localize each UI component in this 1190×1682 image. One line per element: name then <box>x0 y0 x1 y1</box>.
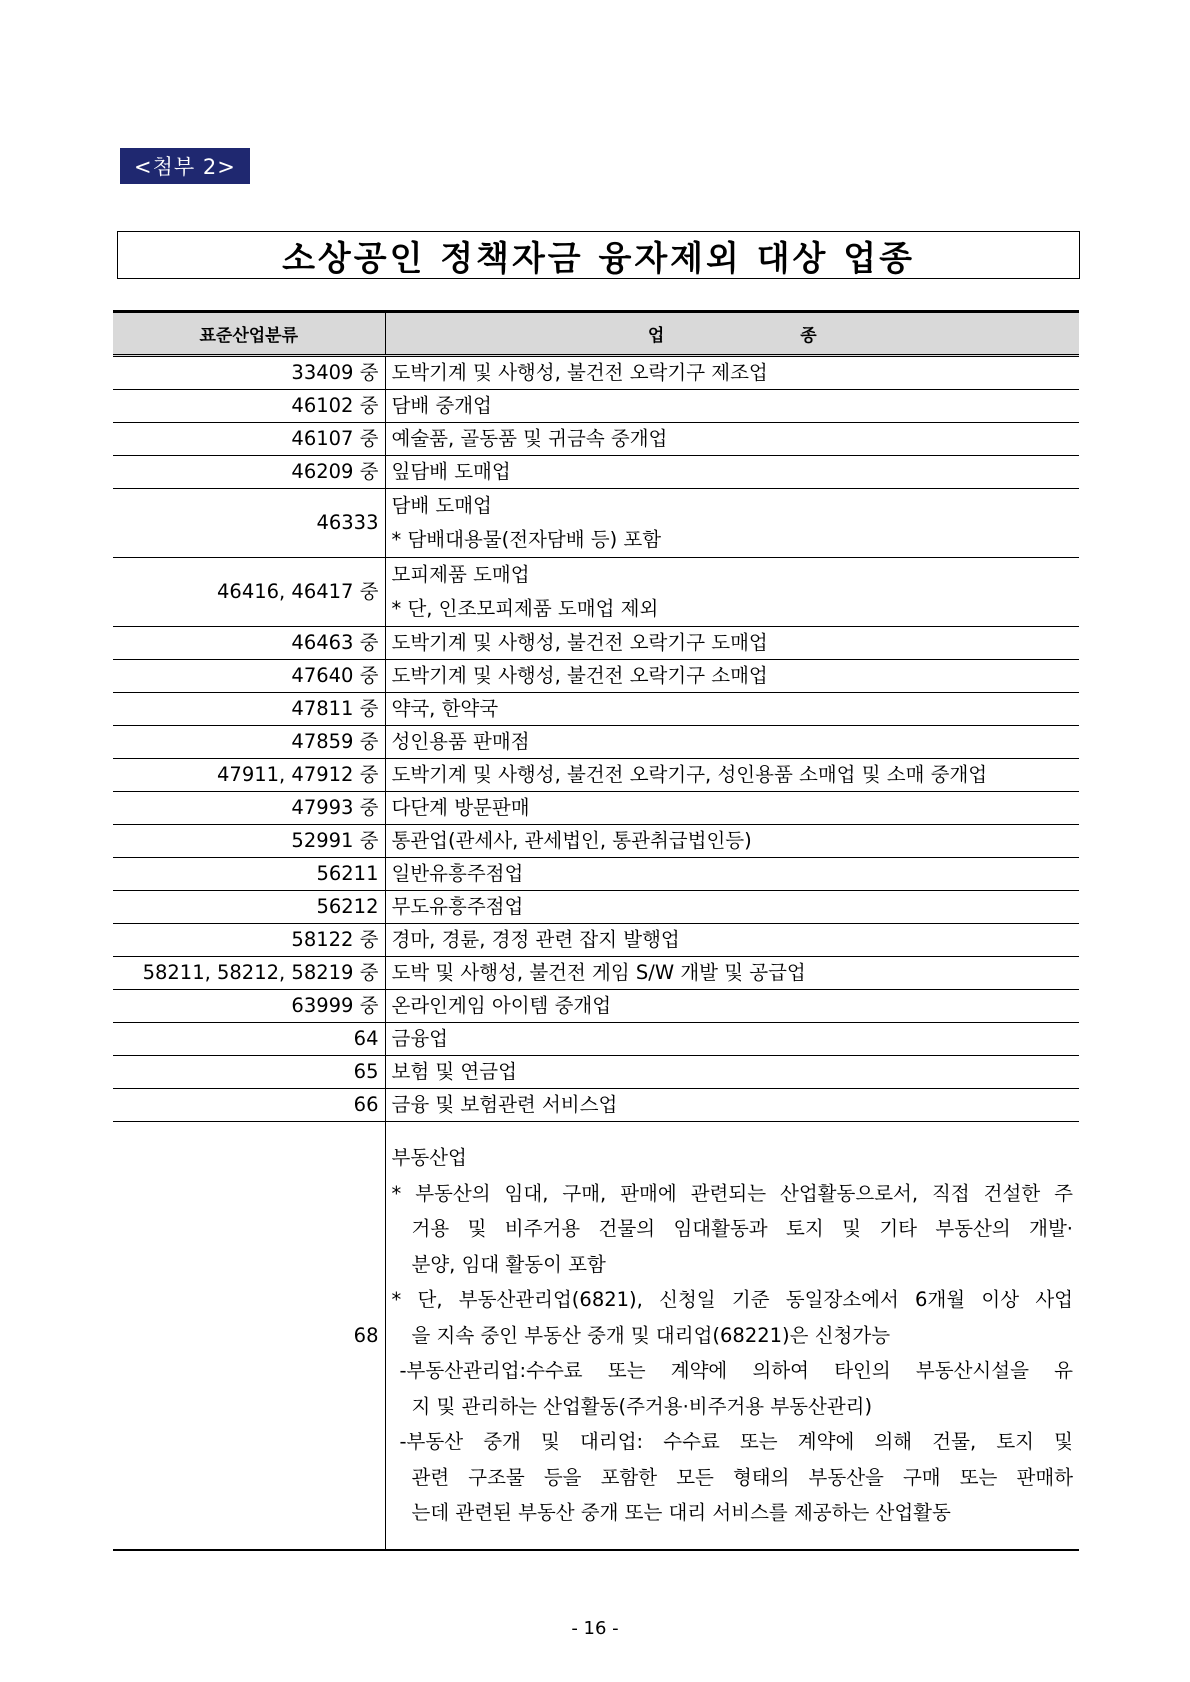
industry-description <box>385 825 1079 858</box>
industry-description <box>385 1056 1079 1089</box>
document-title-box <box>117 231 1080 279</box>
table-row <box>113 858 1079 891</box>
industry-code: 33409 중 <box>113 356 385 390</box>
industry-code: 58211, 58212, 58219 중 <box>113 957 385 990</box>
description-line: 도박 및 사행성, 불건전 게임 S/W 개발 및 공급업 <box>391 961 806 985</box>
description-line: 거용 및 비주거용 건물의 임대활동과 토지 및 기타 부동산의 개발· <box>411 1217 1073 1240</box>
table-row <box>113 957 1079 990</box>
industry-code: 66 <box>113 1089 385 1122</box>
description-line: 금융업 <box>391 1027 449 1051</box>
page-number: - 16 - <box>571 1618 619 1639</box>
industry-code: 46102 중 <box>113 390 385 423</box>
description-line: 을 지속 중인 부동산 중개 및 대리업(68221)은 신청가능 <box>411 1323 891 1347</box>
table-row <box>113 891 1079 924</box>
industry-code: 47993 중 <box>113 792 385 825</box>
table-row <box>113 990 1079 1023</box>
industry-description <box>385 627 1079 660</box>
description-line: 분양, 임대 활동이 포함 <box>411 1252 606 1276</box>
industry-description <box>385 1089 1079 1122</box>
industry-description <box>385 356 1079 390</box>
description-line: 도박기계 및 사행성, 불건전 오락기구, 성인용품 소매업 및 소매 중개업 <box>391 763 988 787</box>
excluded-industries-table <box>113 310 1079 1551</box>
industry-code: 46107 중 <box>113 423 385 456</box>
description-line: 무도유흥주점업 <box>391 895 524 919</box>
description-line: * 단, 인조모피제품 도매업 제외 <box>391 597 659 620</box>
description-line: -부동산 중개 및 대리업: 수수료 또는 계약에 의해 건물, 토지 및 <box>399 1430 1073 1453</box>
industry-code: 56211 <box>113 858 385 891</box>
table-row <box>113 423 1079 456</box>
attachment-label: <첨부 2> <box>120 148 250 184</box>
industry-code: 46209 중 <box>113 456 385 489</box>
header-industry: 업 종 <box>385 312 1079 356</box>
industry-code: 47811 중 <box>113 693 385 726</box>
table-row <box>113 792 1079 825</box>
industry-code: 58122 중 <box>113 924 385 957</box>
description-line: 담배 중개업 <box>391 394 492 418</box>
description-line: 부동산업 <box>391 1146 467 1169</box>
description-line: 일반유흥주점업 <box>391 862 524 886</box>
table-row <box>113 1056 1079 1089</box>
table-row <box>113 726 1079 759</box>
description-line: 약국, 한약국 <box>391 697 499 721</box>
table-row <box>113 489 1079 558</box>
table-row <box>113 356 1079 390</box>
description-line: * 단, 부동산관리업(6821), 신청일 기준 동일장소에서 6개월 이상 사업 <box>391 1288 1073 1311</box>
industry-code: 65 <box>113 1056 385 1089</box>
table-row <box>113 1089 1079 1122</box>
description-line: 모피제품 도매업 <box>391 563 530 586</box>
description-line: 잎담배 도매업 <box>391 460 511 484</box>
table-row <box>113 390 1079 423</box>
industry-description <box>385 489 1079 558</box>
industry-code: 46463 중 <box>113 627 385 660</box>
table-row <box>113 825 1079 858</box>
industry-description <box>385 558 1079 627</box>
description-line: 도박기계 및 사행성, 불건전 오락기구 제조업 <box>391 361 768 385</box>
description-line: 지 및 관리하는 산업활동(주거용·비주거용 부동산관리) <box>411 1394 873 1418</box>
industry-code: 52991 중 <box>113 825 385 858</box>
industry-code: 56212 <box>113 891 385 924</box>
industry-description <box>385 423 1079 456</box>
description-line: * 부동산의 임대, 구매, 판매에 관련되는 산업활동으로서, 직접 건설한 주 <box>391 1181 1073 1205</box>
table-row <box>113 693 1079 726</box>
table-row <box>113 456 1079 489</box>
description-line: 다단계 방문판매 <box>391 796 530 820</box>
description-line: 관련 구조물 등을 포함한 모든 형태의 부동산을 구매 또는 판매하 <box>411 1465 1073 1489</box>
description-line: 담배 도매업 <box>391 494 492 517</box>
industry-description <box>385 858 1079 891</box>
industry-description <box>385 660 1079 693</box>
description-line: -부동산관리업:수수료 또는 계약에 의하여 타인의 부동산시설을 유 <box>399 1359 1073 1382</box>
description-line: 보험 및 연금업 <box>391 1060 517 1084</box>
industry-code: 46333 <box>113 489 385 558</box>
industry-description <box>385 891 1079 924</box>
table-row <box>113 660 1079 693</box>
description-line: 도박기계 및 사행성, 불건전 오락기구 소매업 <box>391 664 768 688</box>
industry-description <box>385 957 1079 990</box>
description-line: 경마, 경륜, 경정 관련 잡지 발행업 <box>391 928 680 952</box>
description-line: 도박기계 및 사행성, 불건전 오락기구 도매업 <box>391 631 768 655</box>
industry-description <box>385 726 1079 759</box>
table-row <box>113 924 1079 957</box>
industry-code: 46416, 46417 중 <box>113 558 385 627</box>
industry-description <box>385 456 1079 489</box>
industry-code: 64 <box>113 1023 385 1056</box>
description-line: 통관업(관세사, 관세법인, 통관취급법인등) <box>391 829 752 853</box>
industry-code: 47640 중 <box>113 660 385 693</box>
industry-code: 47911, 47912 중 <box>113 759 385 792</box>
header-classification: 표준산업분류 <box>113 312 385 356</box>
industry-description <box>385 390 1079 423</box>
description-line: 는데 관련된 부동산 중개 또는 대리 서비스를 제공하는 산업활동 <box>411 1501 951 1524</box>
industry-description <box>385 924 1079 957</box>
document-title: 소상공인 정책자금 융자제외 대상 업종 <box>282 238 915 279</box>
description-line: 온라인게임 아이템 중개업 <box>391 994 612 1018</box>
table-row-real-estate <box>113 1122 1079 1550</box>
industry-description <box>385 693 1079 726</box>
description-line: * 담배대용물(전자담배 등) 포함 <box>391 528 662 551</box>
industry-code: 63999 중 <box>113 990 385 1023</box>
description-line: 성인용품 판매점 <box>391 730 530 754</box>
table-row <box>113 627 1079 660</box>
real-estate-description <box>392 1122 1080 1549</box>
table-row <box>113 759 1079 792</box>
industry-description <box>385 990 1079 1023</box>
table-body <box>113 356 1079 1550</box>
industry-description <box>385 759 1079 792</box>
industry-code: 47859 중 <box>113 726 385 759</box>
industry-code: 68 <box>113 1122 385 1550</box>
description-line: 예술품, 골동품 및 귀금속 중개업 <box>391 427 668 451</box>
industry-description <box>385 792 1079 825</box>
industry-description <box>385 1023 1079 1056</box>
table-row <box>113 1023 1079 1056</box>
table-row <box>113 558 1079 627</box>
description-line: 금융 및 보험관련 서비스업 <box>391 1093 618 1117</box>
table-header-row <box>113 312 1079 356</box>
